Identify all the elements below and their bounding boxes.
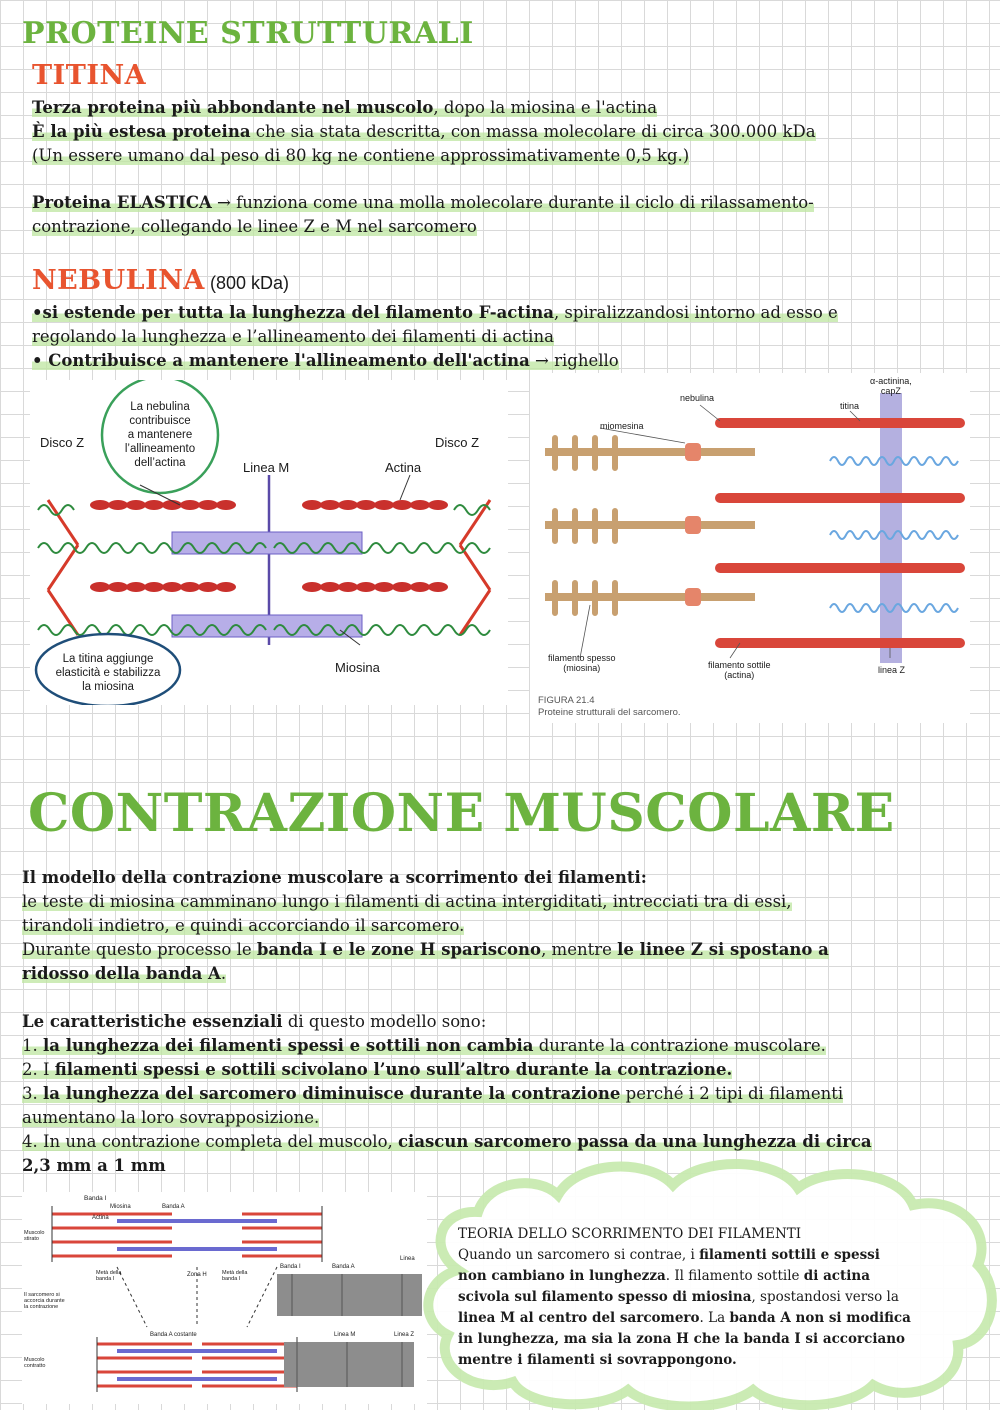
titina-line-1: Terza proteina più abbondante nel muscolo, dopo la miosina e l'actina bbox=[32, 98, 658, 117]
titina-line-3: (Un essere umano dal peso di 80 kg ne contiene approssimativamente 0,5 kg.) bbox=[32, 146, 690, 165]
nebulina-paragraph bbox=[32, 301, 838, 373]
cloud-line-3: scivola sul filamento spesso di miosina, spostandosi verso la bbox=[458, 1289, 899, 1305]
titina-line-4: Proteina ELASTICA → funziona come una molla molecolare durante il ciclo di rilassamento- bbox=[32, 193, 814, 212]
item-4: 4. In una contrazione completa del muscolo, ciascun sarcomero passa da una lunghezza di circa bbox=[22, 1132, 872, 1151]
section-title-proteine: PROTEINE STRUTTURALI bbox=[22, 16, 474, 51]
label-disco-z-right: Disco Z bbox=[435, 435, 480, 450]
nebulina-callout-text: La nebulina contribuisce a mantenere l’allineamento dell’actina bbox=[124, 401, 196, 469]
label-linea-m: Linea M bbox=[243, 460, 290, 475]
fig-label-miosina: Miosina bbox=[110, 1204, 131, 1210]
figure-21-4 bbox=[530, 373, 970, 723]
item-3: 3. la lunghezza del sarcomero diminuisce durante la contrazione perché i 2 tipi di filamenti bbox=[22, 1084, 844, 1103]
figure-caption: FIGURA 21.4 Proteine strutturali del sarcomero. bbox=[538, 695, 681, 718]
cloud-line-5: in lunghezza, ma sia la zona H che la banda I si accorciano bbox=[458, 1331, 906, 1347]
fig-label-em-linea-m: Linea M bbox=[334, 1332, 356, 1338]
titina-line-2: È la più estesa proteina che sia stata descritta, con massa molecolare di circa 300.000 kDa bbox=[32, 122, 816, 141]
fig-label-sarcomeri: Il sarcomero si accorcia durante la contrazione bbox=[24, 1292, 65, 1310]
label-miosina: Miosina bbox=[335, 660, 380, 675]
label-disco-z-left: Disco Z bbox=[40, 435, 85, 450]
fig-label-em-banda-a: Banda A bbox=[332, 1264, 355, 1270]
item-4-cont: 2,3 mm a 1 mm bbox=[22, 1156, 166, 1175]
contrazione-line-3: tirandoli indietro, e quindi accorciando il sarcomero. bbox=[22, 916, 465, 935]
nebulina-mass: (800 kDa) bbox=[209, 273, 289, 293]
item-1: 1. la lunghezza dei filamenti spessi e sottili non cambia durante la contrazione muscolare. bbox=[22, 1036, 826, 1055]
label-fig-nebulina: nebulina bbox=[680, 393, 715, 403]
cloud-title: TEORIA DELLO SCORRIMENTO DEI FILAMENTI bbox=[458, 1226, 802, 1242]
figure-sliding-filament bbox=[22, 1192, 427, 1404]
contrazione-paragraph bbox=[22, 866, 872, 1178]
structural-proteins-diagram bbox=[530, 373, 970, 678]
fig-label-em-banda-i: Banda I bbox=[280, 1264, 301, 1270]
figure-sarcomere-nebulina bbox=[30, 380, 508, 705]
cloud-line-1: Quando un sarcomero si contrae, i filamenti sottili e spessi bbox=[458, 1247, 880, 1263]
contrazione-line-2: le teste di miosina camminano lungo i filamenti di actina intergiditati, intrecciati tra di essi, bbox=[22, 892, 792, 911]
fig-label-banda-i: Banda I bbox=[84, 1195, 107, 1202]
fig-label-banda-a: Banda A bbox=[162, 1204, 185, 1210]
label-fig-miomesina: miomesina bbox=[600, 421, 644, 431]
theory-cloud bbox=[418, 1150, 1000, 1410]
titina-paragraph bbox=[32, 96, 816, 239]
fig-label-muscolo-contratto: Muscolo contratto bbox=[24, 1357, 46, 1369]
item-2: 2. I filamenti spessi e sottili scivolano l’uno sull’altro durante la contrazione. bbox=[22, 1060, 733, 1079]
contrazione-line-1: Il modello della contrazione muscolare a scorrimento dei filamenti: bbox=[22, 868, 647, 887]
label-actina: Actina bbox=[385, 460, 422, 475]
contrazione-line-4: Durante questo processo le banda I e le zone H spariscono, mentre le linee Z si spostano a bbox=[22, 940, 829, 959]
item-3-cont: aumentano la loro sovrapposizione. bbox=[22, 1108, 320, 1127]
nebulina-line-3: • Contribuisce a mantenere l'allineamento dell'actina → righello bbox=[32, 351, 619, 370]
nebulina-line-2: regolando la lunghezza e l’allineamento dei filamenti di actina bbox=[32, 327, 554, 346]
fig-label-meta-right: Metà della banda I bbox=[222, 1270, 248, 1282]
cloud-line-2: non cambiano in lunghezza. Il filamento sottile di actina bbox=[458, 1268, 870, 1284]
contrazione-line-5: ridosso della banda A. bbox=[22, 964, 227, 983]
cloud-text bbox=[458, 1224, 911, 1371]
label-fig-titina: titina bbox=[840, 401, 860, 411]
section-title-contrazione: CONTRAZIONE MUSCOLARE bbox=[28, 783, 895, 844]
label-fig-filamento-sottile: filamento sottile (actina) bbox=[708, 660, 771, 680]
nebulina-line-1: •si estende per tutta la lunghezza del filamento F-actina, spiralizzandosi intorno ad esso e bbox=[32, 303, 838, 322]
heading-nebulina-row bbox=[32, 265, 289, 296]
sliding-filament-diagram bbox=[22, 1192, 427, 1404]
fig-label-actina: Actina bbox=[92, 1215, 109, 1221]
fig-label-banda-a-costante: Banda A costante bbox=[150, 1332, 197, 1338]
fig-label-muscolo-stirato: Muscolo stirato bbox=[24, 1230, 45, 1242]
label-fig-linea-z: linea Z bbox=[878, 665, 906, 675]
fig-label-zona-h: Zona H bbox=[187, 1272, 207, 1278]
label-fig-filamento-spesso: filamento spesso (miosina) bbox=[548, 653, 616, 673]
heading-titina: TITINA bbox=[32, 60, 147, 91]
fig-label-em-linea-z: Linea Z bbox=[394, 1332, 415, 1338]
cloud-line-6: mentre i filamenti si sovrappongono. bbox=[458, 1352, 737, 1368]
cloud-line-4: linea M al centro del sarcomero. La banda A non si modifica bbox=[458, 1310, 911, 1326]
titina-callout-text: La titina aggiunge elasticità e stabilizza la miosina bbox=[55, 653, 161, 693]
label-fig-actinina: α-actinina, capZ bbox=[870, 376, 912, 396]
fig-label-em-linea: Linea bbox=[400, 1256, 415, 1262]
caratteristiche-line: Le caratteristiche essenziali di questo modello sono: bbox=[22, 1012, 487, 1031]
heading-nebulina: NEBULINA bbox=[32, 265, 205, 296]
titina-line-5: contrazione, collegando le linee Z e M nel sarcomero bbox=[32, 217, 477, 236]
fig-label-meta-left: Metà della banda I bbox=[96, 1270, 122, 1282]
